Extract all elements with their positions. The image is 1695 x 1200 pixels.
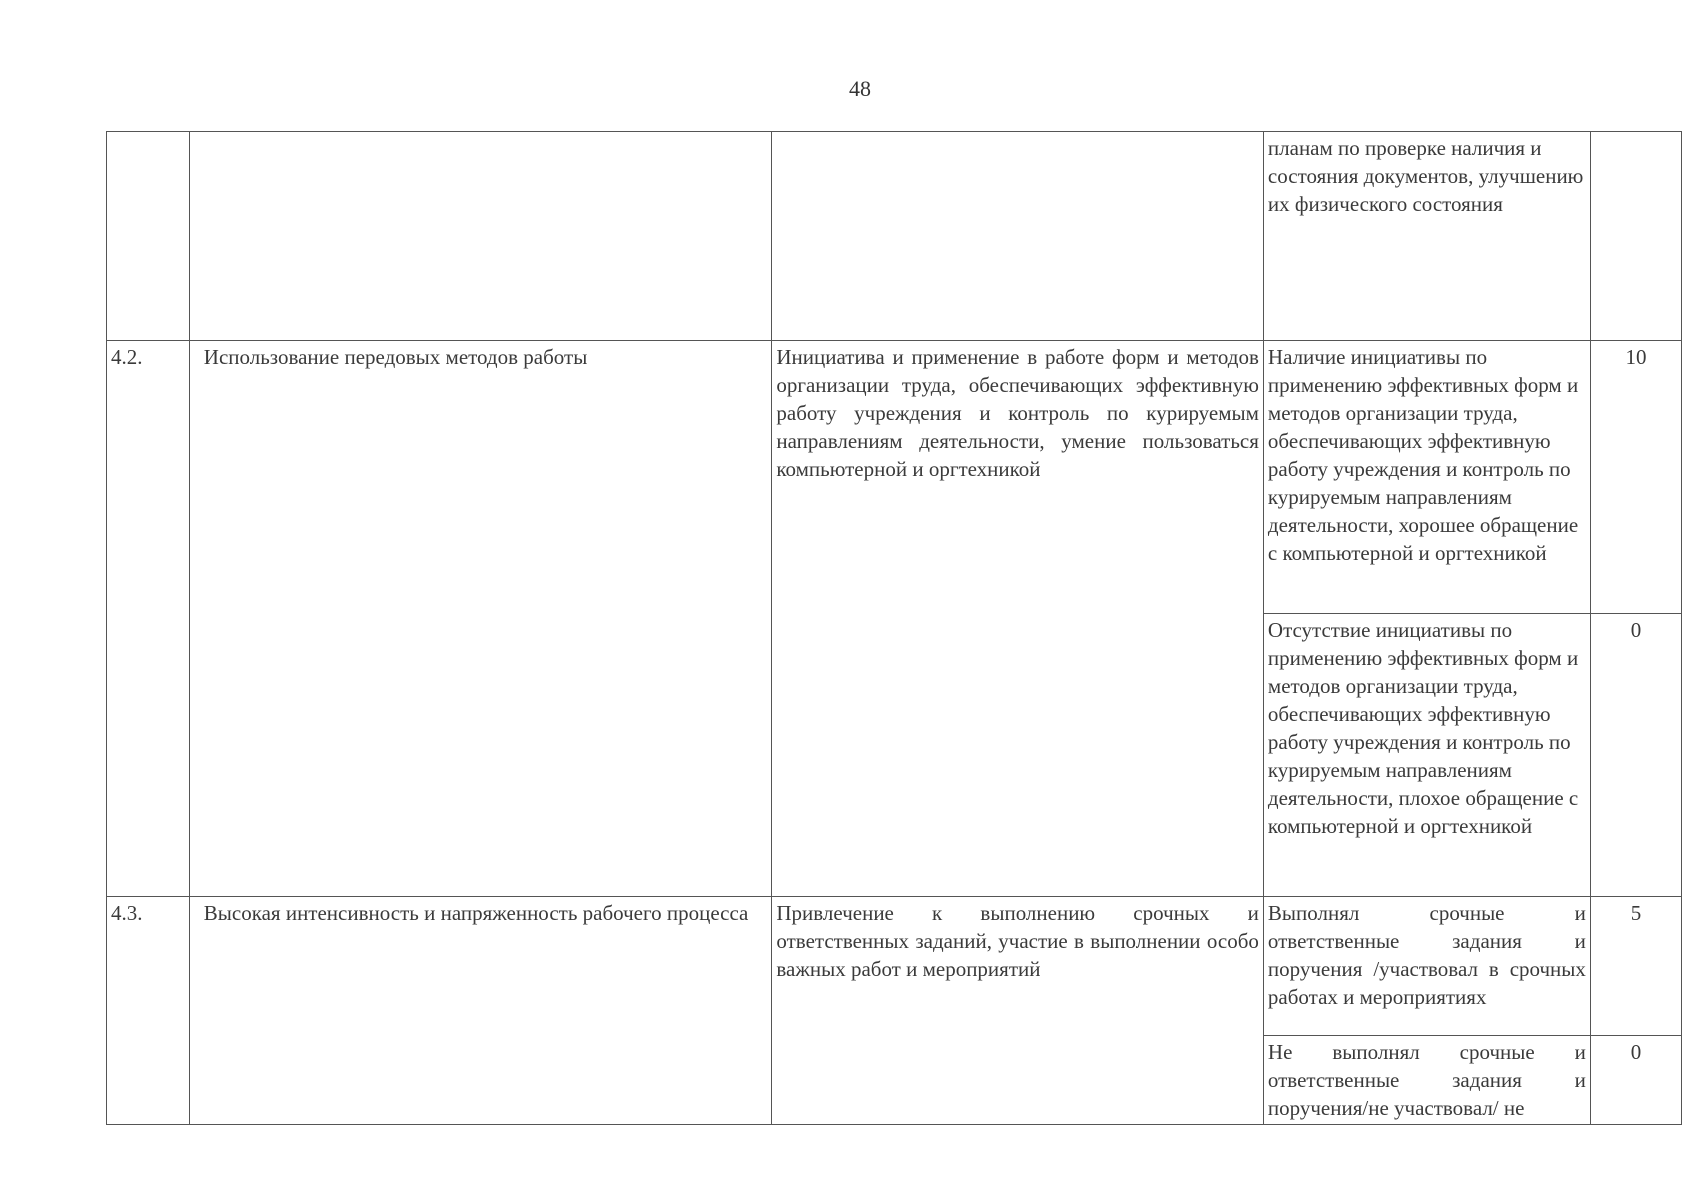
number-cell [107, 132, 190, 341]
number-cell: 4.2. [107, 341, 190, 897]
table-row [107, 132, 1682, 341]
condition-cell: Отсутствие инициативы по применению эффективных форм и методов организации труда, обеспечивающих эффективную работу учреждения и контроль по курируемым направлениям деятельности, плохое обращение с компьютерной и оргтехникой [1263, 614, 1590, 897]
number-cell: 4.3. [107, 897, 190, 1125]
page-number: 48 [849, 76, 871, 101]
criterion-cell [189, 132, 772, 341]
description-cell [772, 132, 1264, 341]
table-row [107, 897, 1682, 1036]
score-cell: 5 [1590, 897, 1681, 1036]
score-cell: 0 [1590, 1036, 1681, 1125]
score-cell [1590, 132, 1681, 341]
criteria-table [106, 131, 1682, 1125]
description-cell: Привлечение к выполнению срочных и ответственных заданий, участие в выполнении особо важных работ и мероприятий [772, 897, 1264, 1125]
condition-cell: планам по проверке наличия и состояния документов, улучшению их физического состояния [1263, 132, 1590, 341]
criterion-cell: Использование передовых методов работы [189, 341, 772, 897]
criterion-cell: Высокая интенсивность и напряженность рабочего процесса [189, 897, 772, 1125]
condition-cell: Наличие инициативы по применению эффективных форм и методов организации труда, обеспечивающих эффективную работу учреждения и контроль по курируемым направлениям деятельности, хорошее обращение с компьютерной и оргтехникой [1263, 341, 1590, 614]
table-row [107, 341, 1682, 614]
score-cell: 10 [1590, 341, 1681, 614]
condition-cell: Выполнял срочные и ответственные задания и поручения /участвовал в срочных работах и мероприятиях [1263, 897, 1590, 1036]
description-cell: Инициатива и применение в работе форм и методов организации труда, обеспечивающих эффективную работу учреждения и контроль по курируемым направлениям деятельности, умение пользоваться компьютерной и оргтехникой [772, 341, 1264, 897]
condition-cell: Не выполнял срочные и ответственные задания и поручения/не участвовал/ не [1263, 1036, 1590, 1125]
score-cell: 0 [1590, 614, 1681, 897]
